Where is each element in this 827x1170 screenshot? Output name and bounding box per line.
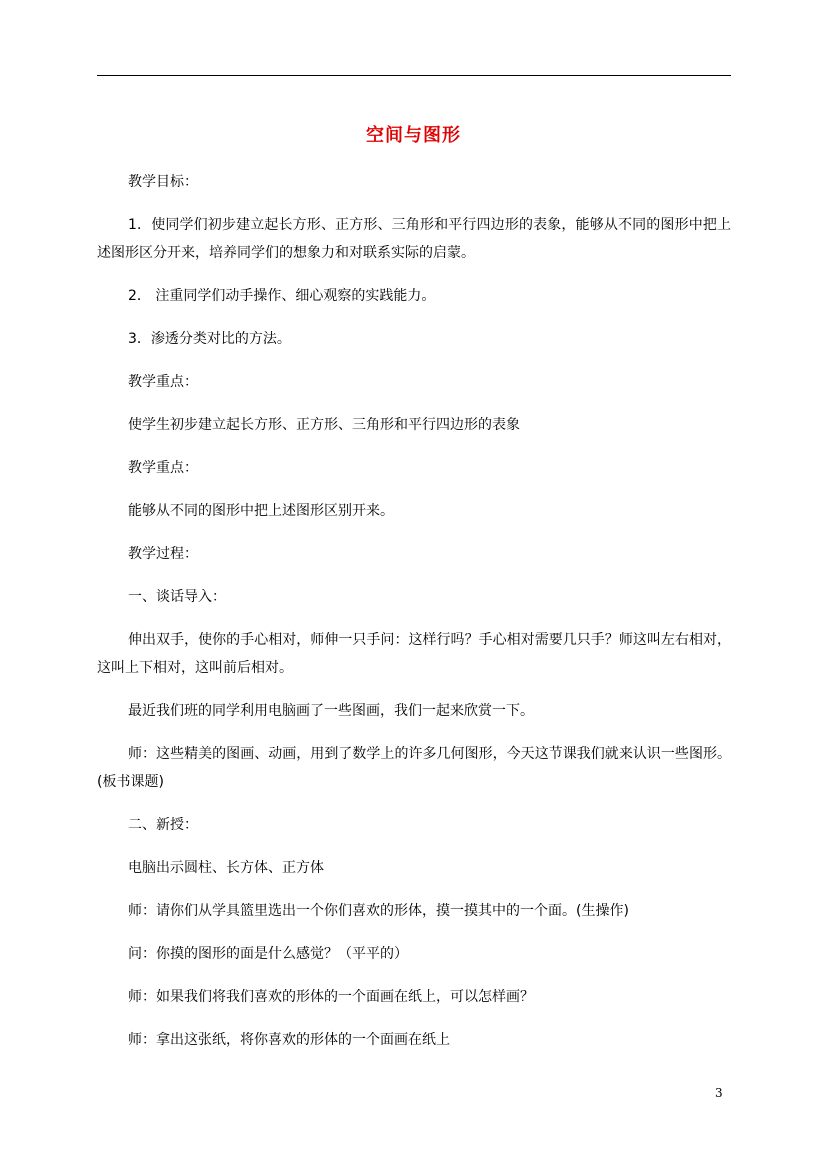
paragraph-question-feel: 问：你摸的图形的面是什么感觉？（平平的） — [128, 946, 408, 962]
paragraph-objectives-heading: 教学目标： — [128, 174, 198, 190]
paragraph-objective-3: 3．渗透分类对比的方法。 — [128, 331, 291, 347]
paragraph-key-point-1: 使学生初步建立起长方形、正方形、三角形和平行四边形的表象 — [128, 417, 520, 433]
paragraph-key-point-2: 能够从不同的图形中把上述图形区别开来。 — [128, 503, 394, 519]
paragraph-teacher-select: 师：请你们从学具篮里选出一个你们喜欢的形体，摸一摸其中的一个面。(生操作) — [128, 903, 629, 919]
paragraph-objective-1: 1．使同学们初步建立起长方形、正方形、三角形和平行四边形的表象，能够从不同的图形中把上述图形区分开来，培养同学们的想象力和对联系实际的启蒙。 — [97, 217, 731, 261]
paragraph-computer-show: 电脑出示圆柱、长方体、正方体 — [128, 860, 324, 876]
page-number: 3 — [715, 1086, 723, 1100]
paragraph-process-heading: 教学过程： — [128, 546, 198, 562]
paragraph-key-points-heading-2: 教学重点： — [128, 460, 198, 476]
header-rule — [97, 75, 731, 76]
paragraph-key-points-heading: 教学重点： — [128, 374, 198, 390]
document-title: 空间与图形 — [366, 125, 461, 146]
paragraph-objective-2: 2． 注重同学们动手操作、细心观察的实践能力。 — [128, 288, 436, 304]
paragraph-teacher-draw-how: 师：如果我们将我们喜欢的形体的一个面画在纸上，可以怎样画？ — [128, 989, 534, 1005]
paragraph-section-1-heading: 一、谈话导入： — [128, 589, 226, 605]
paragraph-computer-drawings: 最近我们班的同学利用电脑画了一些图画，我们一起来欣赏一下。 — [128, 703, 534, 719]
paragraph-teacher-intro: 师：这些精美的图画、动画，用到了数学上的许多几何图形，今天这节课我们就来认识一些图形。(板书课题) — [97, 746, 731, 790]
paragraph-hands-activity: 伸出双手，使你的手心相对，师伸一只手问：这样行吗？手心相对需要几只手？师这叫左右相对，这叫上下相对，这叫前后相对。 — [97, 632, 731, 676]
paragraph-section-2-heading: 二、新授： — [128, 817, 198, 833]
document-body — [97, 168, 731, 1069]
paragraph-teacher-draw: 师：拿出这张纸，将你喜欢的形体的一个面画在纸上 — [128, 1032, 450, 1048]
